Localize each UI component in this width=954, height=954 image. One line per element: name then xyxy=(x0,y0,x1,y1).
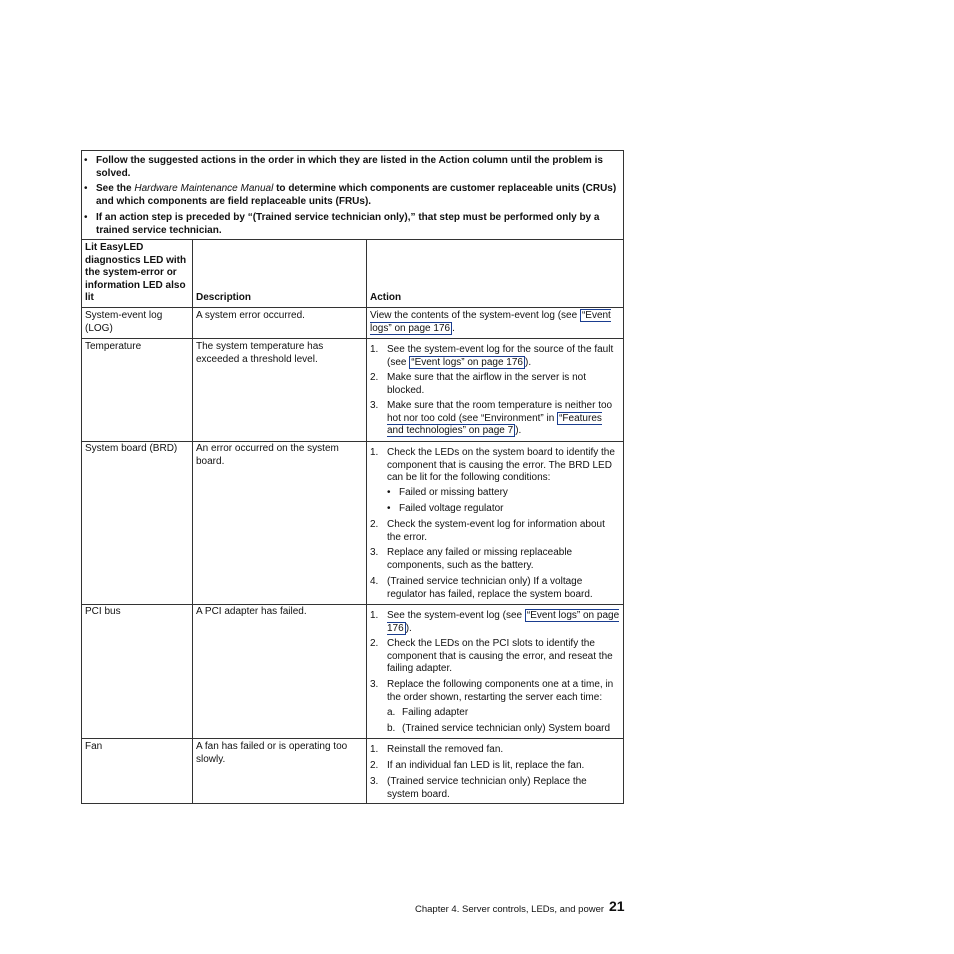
step-number: 1. xyxy=(370,344,379,355)
bullet: • xyxy=(84,155,88,166)
step-number: 1. xyxy=(370,447,379,458)
sub-step-text: Failing adapter xyxy=(402,707,469,718)
action-text: . xyxy=(452,322,455,334)
page-number: 21 xyxy=(609,898,625,914)
row-description: A PCI adapter has failed. xyxy=(196,606,307,617)
row-led-fan: Fan xyxy=(85,741,103,752)
action-text: View the contents of the system-event log (see xyxy=(370,310,580,321)
event-logs-link[interactable]: “Event logs” on page 176 xyxy=(387,610,620,634)
row-description: A system error occurred. xyxy=(196,310,305,321)
step-text-part: ). xyxy=(405,622,412,634)
step-text-part: ). xyxy=(524,356,532,368)
step-number: 2. xyxy=(370,372,379,383)
bullet: • xyxy=(84,183,88,194)
step-text: Check the LEDs on the PCI slots to identify the component that is causing the error, and reseat the failing adapter. xyxy=(387,638,613,674)
step-number: 3. xyxy=(370,547,379,558)
footer-chapter: Chapter 4. Server controls, LEDs, and power xyxy=(415,904,605,915)
step-number: 3. xyxy=(370,776,379,787)
features-link[interactable]: “Features and technologies” on page 7 xyxy=(387,412,602,436)
row-led-log: System-event log (LOG) xyxy=(85,310,163,334)
step-text: (Trained service technician only) Replace the system board. xyxy=(387,776,587,800)
step-text: If an individual fan LED is lit, replace the fan. xyxy=(387,760,585,771)
header-action: Action xyxy=(370,292,402,303)
step-number: 4. xyxy=(370,576,379,587)
step-text-part: See the system-event log for the source of the fault (see xyxy=(387,344,614,368)
row-description: The system temperature has exceeded a threshold level. xyxy=(196,341,324,365)
sub-step-text: (Trained service technician only) System board xyxy=(402,723,611,734)
condition-text: Failed or missing battery xyxy=(399,487,508,498)
led-diagnostics-table xyxy=(81,150,624,804)
step-text-part: See the system-event log (see xyxy=(387,610,525,621)
row-description: An error occurred on the system board. xyxy=(196,443,339,467)
manual-title: Hardware Maintenance Manual xyxy=(134,183,274,194)
step-text: Check the system-event log for information about the error. xyxy=(387,519,605,543)
step-text-part: Make sure that the room temperature is neither too hot nor too cold (see “Environment” in xyxy=(387,400,613,424)
row-led-system-board: System board (BRD) xyxy=(85,443,178,454)
step-number: 3. xyxy=(370,679,379,690)
event-logs-link[interactable]: “Event logs” on page 176 xyxy=(370,310,611,334)
header-description: Description xyxy=(196,292,252,303)
step-number: 1. xyxy=(370,744,379,755)
condition-text: Failed voltage regulator xyxy=(399,503,504,514)
sub-step-letter: b. xyxy=(387,723,396,734)
step-number: 2. xyxy=(370,638,379,649)
step-text: Replace any failed or missing replaceable components, such as the battery. xyxy=(387,547,573,571)
event-logs-link[interactable]: “Event logs” on page 176 xyxy=(411,356,523,368)
step-text: Make sure that the airflow in the server is not blocked. xyxy=(387,372,586,396)
step-number: 2. xyxy=(370,760,379,771)
step-text: Replace the following components one at a time, in the order shown, restarting the server each time: xyxy=(387,679,614,703)
row-led-pci-bus: PCI bus xyxy=(85,606,121,617)
column-divider xyxy=(192,240,193,803)
row-action xyxy=(367,151,623,803)
note-text-part: to determine which components are customer replaceable units (CRUs) and which components are field replaceable units (FRUs). xyxy=(96,183,617,207)
row-led-temperature: Temperature xyxy=(85,341,142,352)
step-text: Check the LEDs on the system board to identify the component that is causing the error. The BRD LED can be lit for the following conditions: xyxy=(387,447,615,483)
note-text: Follow the suggested actions in the order in which they are listed in the Action column until the problem is solved. xyxy=(96,155,603,179)
bullet: • xyxy=(84,212,88,223)
step-text: (Trained service technician only) If a voltage regulator has failed, replace the system board. xyxy=(387,576,593,600)
header-led: Lit EasyLED diagnostics LED with the system-error or information LED also lit xyxy=(85,242,187,303)
note-text: If an action step is preceded by “(Trained service technician only),” that step must be performed only by a trained service technician. xyxy=(96,212,600,236)
bullet: • xyxy=(387,503,391,514)
step-number: 1. xyxy=(370,610,379,621)
note-text-part: See the xyxy=(96,183,135,194)
bullet: • xyxy=(387,487,391,498)
step-text: Reinstall the removed fan. xyxy=(387,744,504,755)
step-number: 3. xyxy=(370,400,379,411)
sub-step-letter: a. xyxy=(387,707,396,718)
step-number: 2. xyxy=(370,519,379,530)
step-text-part: ). xyxy=(515,425,522,436)
row-description: A fan has failed or is operating too slowly. xyxy=(196,741,348,765)
